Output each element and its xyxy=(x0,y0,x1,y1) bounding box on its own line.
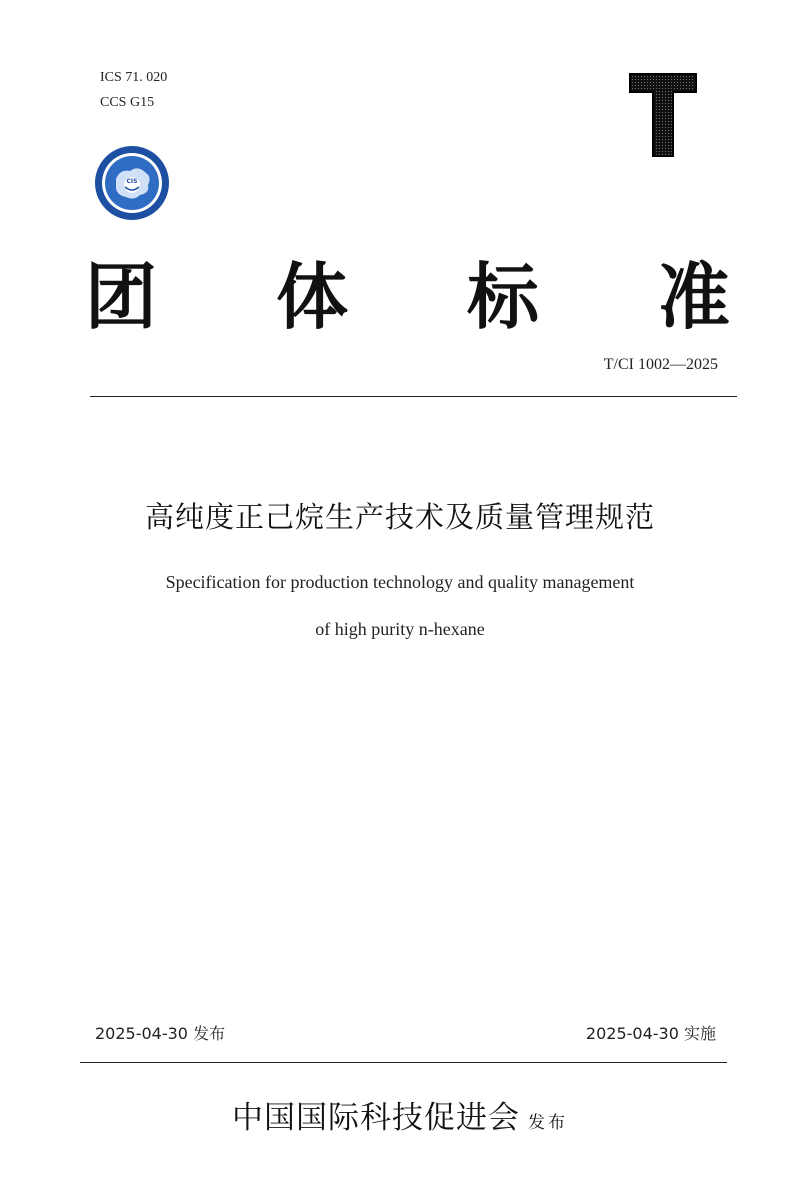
english-title-line-1: Specification for production technology and quality management xyxy=(165,572,635,592)
issue-date: 2025-04-30 发布 xyxy=(95,1024,226,1043)
group-standard-heading xyxy=(85,252,730,342)
heading-char: 准 xyxy=(657,255,730,339)
bottom-divider xyxy=(80,1062,727,1063)
publisher-line xyxy=(0,1092,800,1137)
ccs-code: CCS G15 xyxy=(100,95,155,110)
publish-label: 发布 xyxy=(528,1113,568,1133)
association-logo xyxy=(94,145,170,221)
chinese-title: 高纯度正己烷生产技术及质量管理规范 xyxy=(144,500,655,534)
heading-char: 标 xyxy=(466,255,539,339)
english-title-line-2: of high purity n-hexane xyxy=(315,619,485,639)
publisher-name: 中国国际科技促进会 xyxy=(232,1100,520,1136)
standard-category-t-mark xyxy=(628,72,698,158)
ics-code: ICS 71. 020 xyxy=(100,70,168,85)
top-divider xyxy=(90,396,737,397)
logo-text: CIS xyxy=(126,178,138,185)
standard-number: T/CI 1002—2025 xyxy=(603,356,718,373)
implementation-date: 2025-04-30 实施 xyxy=(585,1024,716,1043)
heading-char: 体 xyxy=(275,255,348,339)
heading-char: 团 xyxy=(85,255,158,339)
